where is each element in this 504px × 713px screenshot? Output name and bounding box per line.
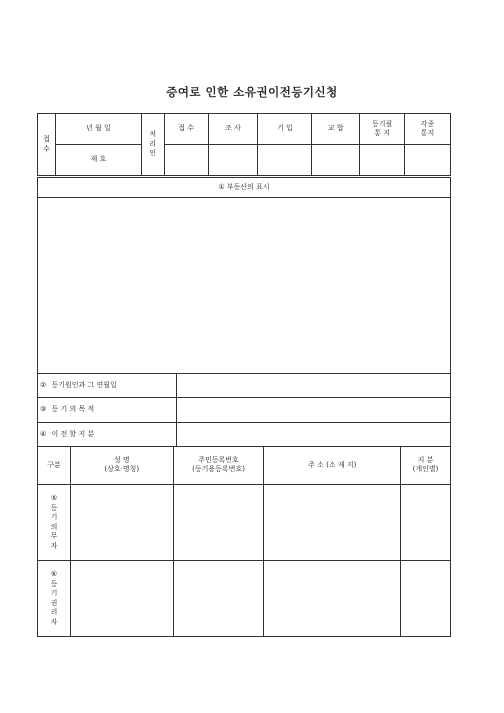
col-various-notice: 각종 통지	[405, 114, 451, 145]
right-holder-id-field[interactable]	[173, 561, 264, 637]
receipt-stamp-box[interactable]	[164, 145, 208, 176]
right-holder-label: ⑥ 등 기 권 리 자	[38, 561, 71, 637]
col-check: 교 합	[312, 114, 360, 145]
receipt-label: 접 수	[38, 114, 56, 176]
obligor-label: ⑤ 등 기 의 무 자	[38, 484, 71, 561]
obligor-id-field[interactable]	[173, 484, 264, 561]
handler-label: 처 리 인	[141, 114, 164, 176]
row-label-text: 이 전 할 지 분	[51, 429, 95, 438]
receipt-date-field[interactable]: 년 월 일	[55, 114, 141, 145]
header-category: 구분	[38, 446, 71, 484]
receipt-table	[37, 113, 451, 176]
cause-date-label	[38, 374, 177, 398]
registry-notice-box[interactable]	[360, 145, 405, 176]
row-number: ④	[40, 429, 47, 438]
obligor-name-field[interactable]	[70, 484, 173, 561]
header-resident-main: 주민등록번호	[198, 456, 239, 465]
various-notice-box[interactable]	[405, 145, 451, 176]
cause-date-field[interactable]	[176, 374, 450, 398]
header-resident-number	[173, 446, 264, 484]
col-registry-notice: 등기필 통 지	[360, 114, 405, 145]
row-number: ②	[40, 381, 47, 390]
col-review: 조 사	[208, 114, 258, 145]
row-label-text: 등 기 의 목 적	[51, 405, 95, 414]
header-share-sub: (개인별)	[412, 465, 439, 474]
right-holder-address-field[interactable]	[264, 561, 401, 637]
transfer-share-label	[38, 422, 177, 446]
header-name-main: 성 명	[113, 456, 130, 465]
row-number: ③	[40, 405, 47, 414]
review-stamp-box[interactable]	[208, 145, 258, 176]
application-table	[37, 177, 451, 637]
right-holder-share-field[interactable]	[401, 561, 451, 637]
purpose-label	[38, 398, 177, 422]
entry-stamp-box[interactable]	[258, 145, 312, 176]
obligor-address-field[interactable]	[264, 484, 401, 561]
row-label-text: 등기원인과 그 연월일	[51, 381, 117, 390]
transfer-share-field[interactable]	[176, 422, 450, 446]
header-name	[70, 446, 173, 484]
form-title: 증여로 인한 소유권이전등기신청	[166, 85, 338, 99]
col-entry: 기 입	[258, 114, 312, 145]
right-holder-name-field[interactable]	[70, 561, 173, 637]
col-receipt: 접 수	[164, 114, 208, 145]
property-section-header: ① 부동산의 표시	[38, 178, 451, 198]
obligor-share-field[interactable]	[401, 484, 451, 561]
header-share-main: 지 분	[417, 456, 434, 465]
header-name-sub: (상호·명칭)	[104, 465, 140, 474]
check-stamp-box[interactable]	[312, 145, 360, 176]
receipt-number-field[interactable]: 제 호	[55, 145, 141, 176]
header-share	[401, 446, 451, 484]
header-address: 주 소 (소 재 지)	[264, 446, 401, 484]
header-resident-sub: (등기용등록번호)	[192, 465, 245, 474]
property-description-field[interactable]	[38, 198, 451, 374]
purpose-field[interactable]	[176, 398, 450, 422]
